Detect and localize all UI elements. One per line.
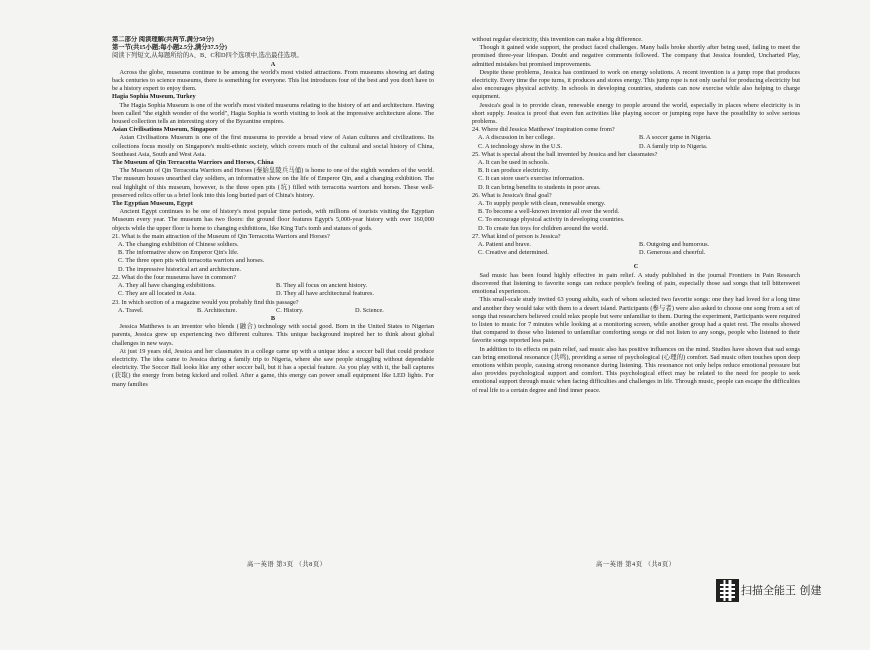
- passage-a-intro: Across the globe, museums continue to be among the world's most visited attractions. From museums showing art dating back centuries to science museums, there is something for everyone. This list introduces four of the best and you don't have to be a history expert to enjoy them.: [112, 68, 434, 93]
- museum-text-4: Ancient Egypt continues to be one of history's most popular time periods, with millions of tourists visiting the Egyptian Museum every year. The museum has two floors: the ground floor features Egypt's 5,000-year history with over 160,000 objects while the upper floor is home to changing exhibitions, like King Tut's tomb and statues of gods.: [112, 208, 434, 232]
- question-27: 27. What kind of person is Jessica?: [472, 232, 561, 240]
- q22-options-ab: A. They all have changing exhibitions. B. They all focus on ancient history.: [118, 282, 368, 290]
- page-footer-left: 高一英语 第3页 （共8页）: [247, 561, 327, 568]
- passage-b-para-4: Despite these problems, Jessica has continued to work on energy solutions. A recent invention is a jump rope that produces electricity. Every time the rope turns, it produces and stores energy. This jump rope is not only useful for producing electricity but also encourages physical activity. In schools in developing countries, students can now exercise while also helping to charge equipment.: [472, 68, 800, 101]
- q24-options-cd: C. A technology show in the U.S. D. A family trip to Nigeria.: [478, 142, 708, 150]
- q26-option-a: A. To supply people with clean, renewable energy.: [478, 200, 606, 208]
- passage-c-para-3: In addition to its effects on pain relief, sad music also has positive influences on the mind. Studies have shown that sad songs can bring emotional resonance (共鸣), providing a sense of psychological (心理的) comfort. Sad music often touches upon deep emotions within people, causing strong resonance during listening. This resonance not only helps reduce emotional pressure but also provides psychological support and comfort. This psychological effect may be related to the need for people to seek emotional support through music when facing difficulties and challenges in life. Through music, people can escape the difficulties of real life to a certain degree and find inner peace.: [472, 345, 800, 394]
- question-25: 25. What is special about the ball invented by Jessica and her classmates?: [472, 150, 658, 158]
- museum-heading-1: Hagia Sophia Museum, Turkey: [112, 93, 196, 101]
- question-22: 22. What do the four museums have in common?: [112, 273, 236, 281]
- museum-heading-2: Asian Civilisations Museum, Singapore: [112, 126, 218, 134]
- question-21: 21. What is the main attraction of the Museum of Qin Terracotta Warriors and Horses?: [112, 232, 330, 240]
- q21-option-a: A. The changing exhibition of Chinese soldiers.: [118, 241, 239, 249]
- passage-b-para-2: At just 19 years old, Jessica and her classmates in a college came up with a unique idea: a soccer ball that could produce electricity. The idea came to Jessica during a family trip to Nigeria, where she saw people struggling without dependable electricity. The Soccer Ball looks like any other soccer ball, but it has a special feature. As you play with it, the ball captures (获取) the energy from being kicked and rolled. After a game, this energy can power small equipment like LED lights. For many families: [112, 347, 434, 388]
- q22-options-cd: C. They are all located in Asia. D. They all have architectural features.: [118, 290, 374, 298]
- q25-option-a: A. It can be used in schools.: [478, 159, 549, 167]
- instructions: 阅读下列短文,从每题所给的A、B、C和D四个选项中,选出最佳选项。: [112, 52, 303, 60]
- section-heading: 第一节(共15小题;每小题2.5分,满分37.5分): [112, 44, 227, 52]
- museum-text-2: Asian Civilisations Museum is one of the first museums to provide a broad view of Asian cultures and civilizations. Its collections focus mostly on Singapore's multi-ethnic society, which covers much of the cultural and social history of China, Southeast Asia, South and West Asia.: [112, 134, 434, 158]
- q26-option-c: C. To encourage physical activity in developing countries.: [478, 216, 625, 224]
- passage-c-para-1: Sad music has been found highly effective in pain relief. A study published in the journal Frontiers in Pain Research discovered that listening to favorite songs can reduce people's feeling of pain, especially those sad songs that tell bittersweet emotional experiences.: [472, 271, 800, 296]
- passage-b-label: B: [270, 314, 276, 322]
- qr-code-icon: [716, 579, 739, 602]
- question-24: 24. Where did Jessica Matthews' inspiration come from?: [472, 126, 615, 134]
- q26-option-b: B. To become a well-known inventor all over the world.: [478, 208, 620, 216]
- museum-text-1: The Hagia Sophia Museum is one of the world's most visited museums relating to the history of art and architecture. Having been called "the eighth wonder of the world", Hagia Sophia is worth visiting to look at the impressive architecture alone. The housed collection tells an interesting story of the Byzantine empires.: [112, 101, 434, 126]
- passage-c-label: C: [633, 263, 639, 271]
- museum-text-3: The Museum of Qin Terracotta Warriors and Horses (秦始皇陵兵马俑) is home to one of the eighth wonders of the world. The museum houses unearthed clay soldiers, an informative show on the life of Emperor Qin, and a changing exhibition. The real highlight of this museum, however, is the three open pits (坑) filled with terracotta warriors and horses. These well-preserved relics offer us a brief look into this long buried part of China's history.: [112, 167, 434, 199]
- museum-heading-3: The Museum of Qin Terracotta Warriors and Horses, China: [112, 159, 274, 167]
- q25-option-c: C. It can store user's exercise information.: [478, 175, 585, 183]
- q21-option-b: B. The informative show on Emperor Qin's life.: [118, 249, 239, 257]
- passage-a-label: A: [270, 60, 276, 68]
- passage-b-para-1: Jessica Matthews is an inventor who blends (融合) technology with social good. Born in the United States to Nigerian parents, Jessica grew up experiencing two different cultures. This unique background inspired her to think about global challenges in new ways.: [112, 323, 434, 347]
- passage-b-para-3: Though it gained wide support, the product faced challenges. Many balls broke shortly after being used, failing to meet the promised three-year lifespan. Doubt and negative comments followed. The company that Jessica founded, Uncharted Play, admitted mistakes but promised improvements.: [472, 44, 800, 68]
- museum-heading-4: The Egyptian Museum, Egypt: [112, 200, 193, 208]
- q27-options-cd: C. Creative and determined. D. Generous and cheerful.: [478, 249, 706, 257]
- passage-b-continued: without regular electricity, this invention can make a big difference.: [472, 36, 643, 43]
- q27-options-ab: A. Patient and brave. B. Outgoing and humorous.: [478, 241, 710, 249]
- q21-option-c: C. The three open pits with terracotta warriors and horses.: [118, 257, 265, 265]
- part-heading: 第二部分 阅读理解(共两节,满分50分): [112, 36, 214, 43]
- q23-options: A. Travel. B. Architecture. C. History. D. Science.: [118, 306, 384, 314]
- right-page: [472, 36, 800, 650]
- page-footer-right: 高一英语 第4页 （共8页）: [596, 561, 676, 568]
- question-26: 26. What is Jessica's final goal?: [472, 191, 552, 199]
- q24-options-ab: A. A discussion in her college. B. A soccer game in Nigeria.: [478, 134, 712, 142]
- passage-c-para-2: This small-scale study invited 63 young adults, each of whom selected two favorite songs: one they had loved for a long time and another they would take with them to a desert island. Participants (参与者) were also asked to choose one song from a set of songs that researchers believed could relax people but were unfamiliar to them. During the experiment, Participants were required to listen to music for 7 minutes while looking at a monitoring screen, while another group had a quiet rest. The results showed that compared to those who listened to unfamiliar comforting songs or did not listen to any songs, people who listened to their favorite songs reported less pain.: [472, 296, 800, 345]
- question-23: 23. In which section of a magazine would you probably find this passage?: [112, 298, 299, 306]
- q25-option-b: B. It can produce electricity.: [478, 167, 550, 175]
- scanner-watermark: 扫描全能王 创建: [741, 584, 822, 597]
- q25-option-d: D. It can bring benefits to students in poor areas.: [478, 183, 601, 191]
- left-page: [112, 36, 434, 650]
- passage-b-para-5: Jessica's goal is to provide clean, renewable energy to people around the world, especially in places where electricity is in short supply. Jessica is proof that even fun activities like playing soccer or jumping rope have the possibility to solve serious problems.: [472, 101, 800, 126]
- q26-option-d: D. To create fun toys for children around the world.: [478, 224, 609, 232]
- q21-option-d: D. The impressive historical art and architecture.: [118, 265, 241, 273]
